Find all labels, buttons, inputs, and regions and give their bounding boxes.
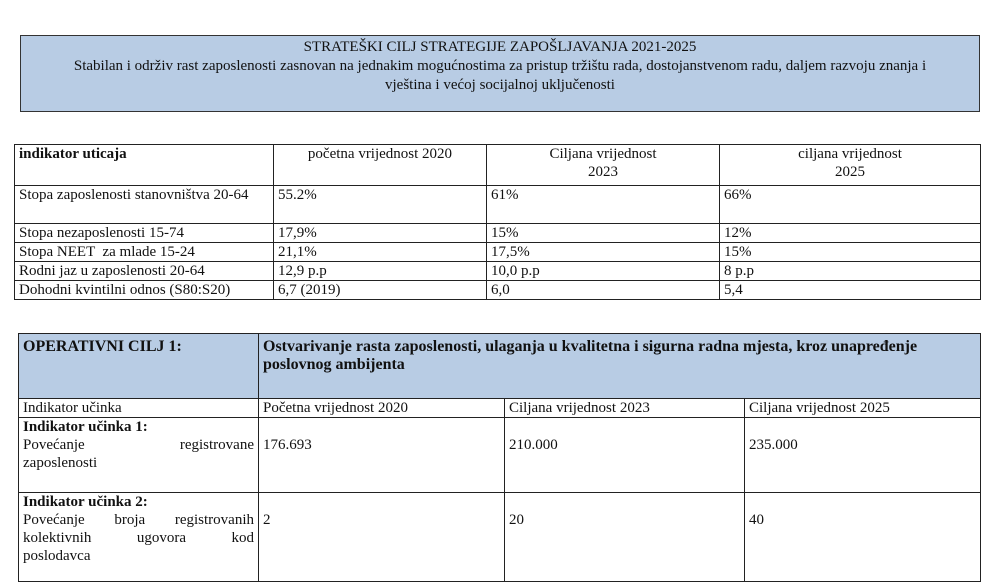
header-target-2025: Ciljana vrijednost 2025 bbox=[745, 399, 981, 418]
row-label: Stopa nezaposlenosti 15-74 bbox=[15, 224, 274, 243]
row-label: Dohodni kvintilni odnos (S80:S20) bbox=[15, 281, 274, 300]
operational-goal-label: OPERATIVNI CILJ 1: bbox=[19, 334, 259, 399]
value-2020: 21,1% bbox=[274, 243, 487, 262]
header-target-2025-line2: 2025 bbox=[835, 164, 865, 180]
strategic-goal-text-line1: Stabilan i održiv rast zaposlenosti zasnovan na jednakim mogućnostima za pristup tržištu rada, dostojanstvenom radu, daljem razvoju znanja i bbox=[73, 58, 927, 74]
table-header-row bbox=[15, 145, 981, 186]
indicator-desc-line3: poslodavca bbox=[23, 548, 91, 564]
table-header-row bbox=[19, 399, 981, 418]
value-2025: 15% bbox=[720, 243, 981, 262]
indicator-desc-line2: kolektivnih ugovora kod bbox=[23, 530, 254, 546]
operational-goal-text: Ostvarivanje rasta zaposlenosti, ulaganja u kvalitetna i sigurna radna mjesta, kroz unapređenje poslovnog ambijenta bbox=[259, 334, 981, 399]
header-target-2023-line2: 2023 bbox=[588, 164, 618, 180]
header-target-2023 bbox=[487, 145, 720, 186]
strategic-goal-text-line2: vještina i većoj socijalnoj uključenosti bbox=[385, 77, 615, 93]
indicator-desc-line2: zaposlenosti bbox=[23, 455, 98, 471]
value-2023: 6,0 bbox=[487, 281, 720, 300]
header-indicator: indikator uticaja bbox=[15, 145, 274, 186]
indicator-title: Indikator učinka 2: bbox=[23, 494, 148, 510]
indicator-cell bbox=[19, 493, 259, 582]
indicator-desc-line1: Povećanje broja registrovanih bbox=[23, 512, 254, 528]
indicator-desc-line1: Povećanje registrovane bbox=[23, 437, 254, 453]
table-row bbox=[15, 262, 981, 281]
header-baseline-2020: početna vrijednost 2020 bbox=[274, 145, 487, 186]
value-2025: 40 bbox=[745, 493, 981, 582]
value-2025: 8 p.p bbox=[720, 262, 981, 281]
value-2020: 176.693 bbox=[259, 418, 505, 493]
table-row bbox=[19, 493, 981, 582]
value-2023: 210.000 bbox=[505, 418, 745, 493]
operational-goal-header-row bbox=[19, 334, 981, 399]
value-2020: 6,7 (2019) bbox=[274, 281, 487, 300]
table-row bbox=[19, 418, 981, 493]
header-target-2025-line1: ciljana vrijednost bbox=[798, 146, 902, 162]
value-2023: 61% bbox=[487, 186, 720, 224]
table-row bbox=[15, 186, 981, 224]
indicator-title: Indikator učinka 1: bbox=[23, 419, 148, 435]
row-label: Stopa zaposlenosti stanovništva 20-64 bbox=[15, 186, 274, 224]
value-2025: 12% bbox=[720, 224, 981, 243]
header-target-2025 bbox=[720, 145, 981, 186]
indicator-cell bbox=[19, 418, 259, 493]
value-2025: 235.000 bbox=[745, 418, 981, 493]
header-baseline-2020: Početna vrijednost 2020 bbox=[259, 399, 505, 418]
value-2020: 2 bbox=[259, 493, 505, 582]
row-label: Rodni jaz u zaposlenosti 20-64 bbox=[15, 262, 274, 281]
value-2023: 10,0 p.p bbox=[487, 262, 720, 281]
value-2025: 66% bbox=[720, 186, 981, 224]
value-2023: 15% bbox=[487, 224, 720, 243]
strategic-goal-title: STRATEŠKI CILJ STRATEGIJE ZAPOŠLJAVANJA 2021-2025 bbox=[303, 39, 697, 55]
table-row bbox=[15, 281, 981, 300]
impact-indicator-table bbox=[14, 144, 981, 300]
table-row bbox=[15, 243, 981, 262]
table-row bbox=[15, 224, 981, 243]
operational-goal-table bbox=[18, 333, 981, 582]
value-2020: 55.2% bbox=[274, 186, 487, 224]
strategic-goal-box bbox=[20, 35, 980, 112]
header-target-2023-line1: Ciljana vrijednost bbox=[549, 146, 657, 162]
value-2023: 20 bbox=[505, 493, 745, 582]
header-target-2023: Ciljana vrijednost 2023 bbox=[505, 399, 745, 418]
value-2020: 12,9 p.p bbox=[274, 262, 487, 281]
value-2025: 5,4 bbox=[720, 281, 981, 300]
value-2023: 17,5% bbox=[487, 243, 720, 262]
header-indicator: Indikator učinka bbox=[19, 399, 259, 418]
row-label: Stopa NEET za mlade 15-24 bbox=[15, 243, 274, 262]
value-2020: 17,9% bbox=[274, 224, 487, 243]
